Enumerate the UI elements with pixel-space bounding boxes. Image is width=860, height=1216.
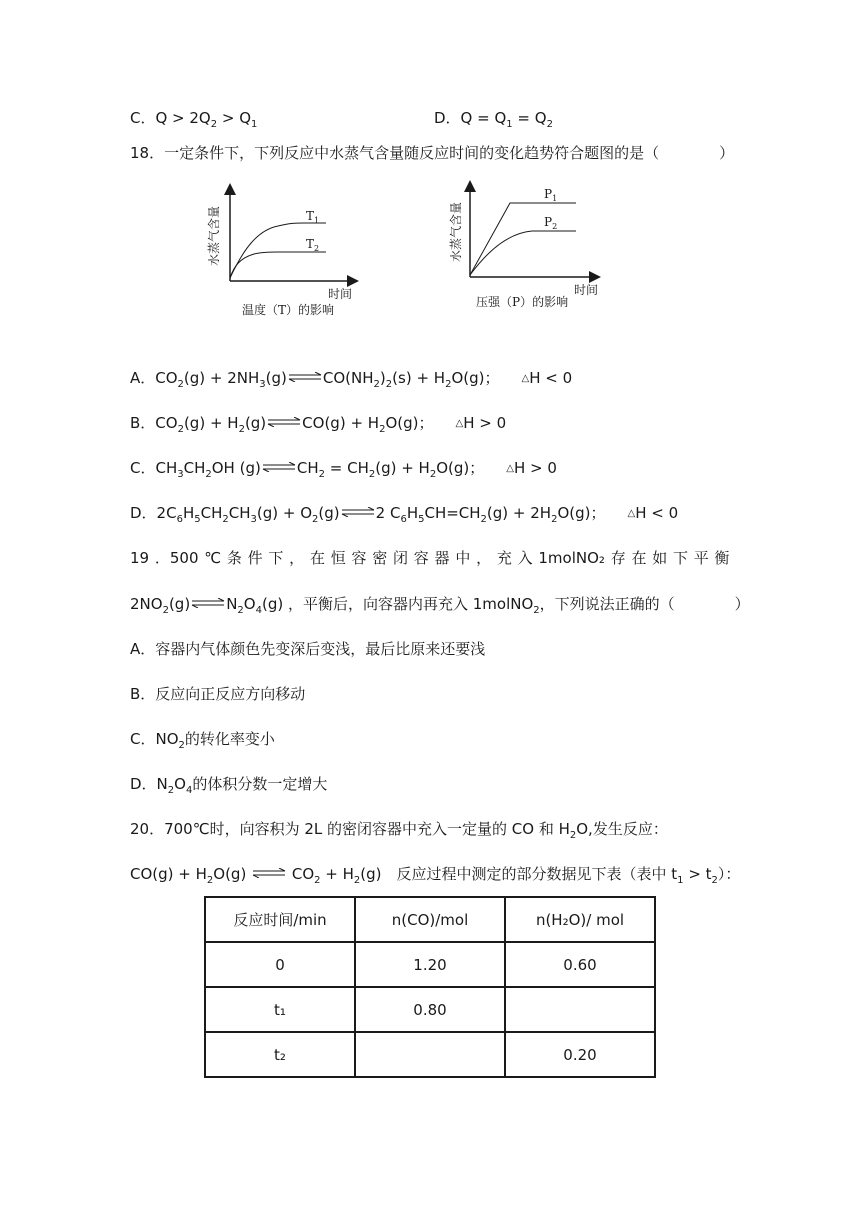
q18-stem: 18．一定条件下，下列反应中水蒸气含量随反应时间的变化趋势符合题图的是（ ） [130, 144, 735, 162]
q19-stem-line1: 19 ．500 ℃ 条 件 下 ， 在 恒 容 密 闭 容 器 中 ， 充 入 1molNO₂ 存 在 如 下 平 衡 [130, 549, 730, 567]
x-axis-label: 时间 [574, 283, 599, 297]
table-cell: 0.80 [355, 987, 505, 1032]
graph-temperature [200, 178, 370, 323]
x-axis-label: 时间 [328, 287, 353, 301]
table-header: n(H₂O)/ mol [505, 897, 655, 942]
curve-p1 [470, 203, 576, 275]
q18-option-d: D．$2C_6H_5CH_2CH_3(g) + O_2(g)$ 2 $C_6H_5CH=CH_2(g) + 2H_2O(g)$； △H < 0 [130, 504, 679, 525]
q18-option-b: B．$CO_2(g) + H_2(g) CO(g) + H_2O(g)$； △H > 0 [130, 414, 507, 435]
q19-option-d: D．$N_2O_4$的体积分数一定增大 [130, 775, 328, 796]
table-row [205, 987, 655, 1032]
graph-pressure [440, 178, 610, 323]
label-t1: $T_1$ [306, 209, 320, 225]
table-cell: t₁ [205, 987, 355, 1032]
q18-option-a: A．$CO_2(g) + 2NH_3(g) CO(NH_2)_2(s) + H_2O(g)$； △H < 0 [130, 369, 573, 390]
table-header: 反应时间/min [205, 897, 355, 942]
y-axis-label: 水蒸气含量 [449, 201, 463, 262]
table-cell: 0.60 [505, 942, 655, 987]
table-row [205, 942, 655, 987]
label-p1: $P_1$ [544, 187, 558, 203]
table-cell [355, 1032, 505, 1077]
q20-stem-line1: 20．700℃时，向容积为 2L 的密闭容器中充入一定量的 CO 和 $H_2O$,发生反应： [130, 820, 668, 841]
q17-option-d: D．$Q = Q_1 = Q_2$ [434, 109, 553, 130]
data-table [204, 896, 656, 1078]
curve-p2 [470, 231, 576, 275]
table-cell: 0.20 [505, 1032, 655, 1077]
q19-option-b: B．反应向正反应方向移动 [130, 685, 306, 703]
table-header: n(CO)/mol [355, 897, 505, 942]
q20-stem-line2: $CO(g) + H_2O(g) CO_2 + H_2(g)$ 反应过程中测定的部分数据见下表（表中 $t_1 > t_2$）： [130, 865, 741, 886]
curve-t2 [230, 252, 326, 278]
table-row [205, 1032, 655, 1077]
table-cell [505, 987, 655, 1032]
q19-stem-line2: $2NO_2(g)$ $N_2O_4(g)$ ，平衡后，向容器内再充入 1molNO$_2$，下列说法正确的（ ） [130, 595, 750, 616]
table-cell: 1.20 [355, 942, 505, 987]
graph-caption: 温度（T）的影响 [242, 303, 335, 317]
label-t2: $T_2$ [306, 237, 320, 253]
graph-caption: 压强（P）的影响 [476, 295, 569, 309]
table-cell: t₂ [205, 1032, 355, 1077]
table-header-row [205, 897, 655, 942]
table-cell: 0 [205, 942, 355, 987]
q18-option-c: C．$CH_3CH_2OH$ (g) $CH_2 = CH_2(g) + H_2O(g)$； △H > 0 [130, 459, 557, 480]
y-axis-label: 水蒸气含量 [207, 205, 221, 266]
q19-option-c: C．$NO_2$的转化率变小 [130, 730, 275, 751]
label-p2: $P_2$ [544, 215, 558, 231]
q17-option-c: C．$Q > 2Q_2 > Q_1$ [130, 109, 258, 130]
q19-option-a: A．容器内气体颜色先变深后变浅，最后比原来还要浅 [130, 640, 486, 658]
